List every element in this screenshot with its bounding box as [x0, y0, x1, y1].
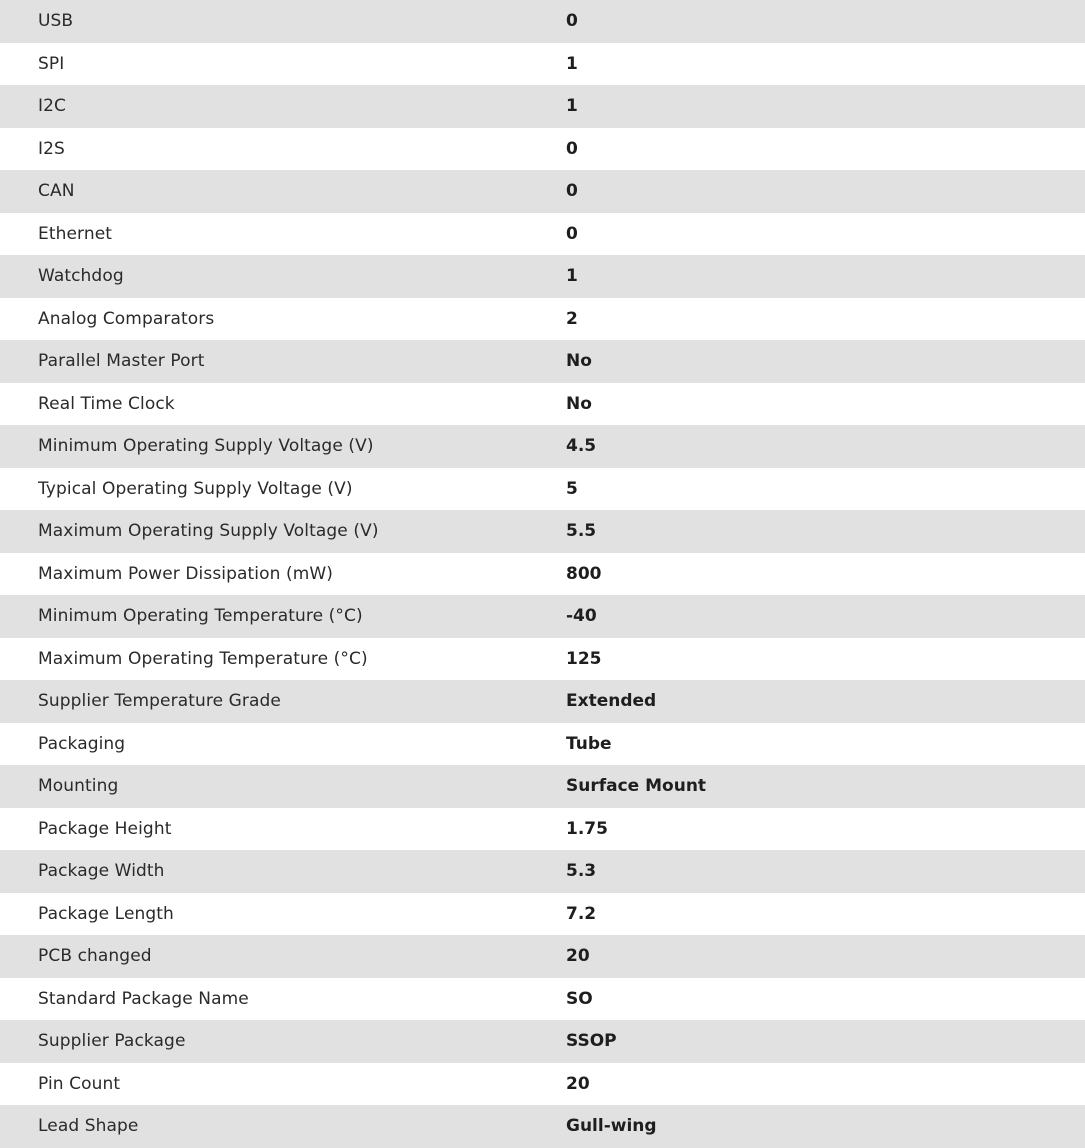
spec-label: SPI: [38, 53, 65, 74]
spec-value: Tube: [566, 733, 612, 754]
spec-label: Watchdog: [38, 266, 124, 287]
spec-label: Minimum Operating Temperature (°C): [38, 606, 363, 627]
table-row: [0, 765, 1085, 808]
table-row: [0, 1105, 1085, 1148]
spec-label: Real Time Clock: [38, 393, 175, 414]
spec-label: Maximum Operating Supply Voltage (V): [38, 521, 379, 542]
spec-label: CAN: [38, 181, 75, 202]
table-row: [0, 723, 1085, 766]
table-row: [0, 808, 1085, 851]
spec-value: 1: [566, 53, 578, 74]
table-row: [0, 255, 1085, 298]
spec-value: 0: [566, 181, 578, 202]
spec-label: Package Width: [38, 861, 165, 882]
spec-value: 0: [566, 138, 578, 159]
table-row: [0, 510, 1085, 553]
table-row: [0, 893, 1085, 936]
spec-label: Standard Package Name: [38, 988, 249, 1009]
spec-label: Supplier Temperature Grade: [38, 691, 281, 712]
spec-label: Package Height: [38, 818, 172, 839]
spec-value: 20: [566, 1073, 590, 1094]
table-row: [0, 1020, 1085, 1063]
spec-value: 2: [566, 308, 578, 329]
spec-label: Lead Shape: [38, 1116, 139, 1137]
spec-label: Analog Comparators: [38, 308, 215, 329]
table-row: [0, 935, 1085, 978]
table-row: [0, 298, 1085, 341]
spec-label: Maximum Operating Temperature (°C): [38, 648, 368, 669]
table-row: [0, 468, 1085, 511]
spec-value: SO: [566, 988, 593, 1009]
spec-label: I2C: [38, 96, 66, 117]
table-row: [0, 170, 1085, 213]
spec-value: 7.2: [566, 903, 597, 924]
spec-value: Extended: [566, 691, 657, 712]
spec-value: No: [566, 393, 592, 414]
table-row: [0, 553, 1085, 596]
spec-value: 125: [566, 648, 602, 669]
spec-label: Maximum Power Dissipation (mW): [38, 563, 334, 584]
spec-label: Parallel Master Port: [38, 351, 205, 372]
table-row: [0, 128, 1085, 171]
spec-value: -40: [566, 606, 597, 627]
table-row: [0, 43, 1085, 86]
spec-label: Minimum Operating Supply Voltage (V): [38, 436, 374, 457]
spec-value: 1: [566, 96, 578, 117]
spec-value: 0: [566, 11, 578, 32]
table-row: [0, 383, 1085, 426]
table-row: [0, 85, 1085, 128]
spec-label: Mounting: [38, 776, 119, 797]
spec-value: 0: [566, 223, 578, 244]
table-row: [0, 680, 1085, 723]
spec-value: 5.5: [566, 521, 597, 542]
spec-value: 5.3: [566, 861, 597, 882]
spec-label: Ethernet: [38, 223, 113, 244]
spec-value: 1.75: [566, 818, 608, 839]
spec-label: Package Length: [38, 903, 174, 924]
table-row: [0, 0, 1085, 43]
spec-label: Typical Operating Supply Voltage (V): [38, 478, 353, 499]
spec-value: No: [566, 351, 592, 372]
spec-value: 800: [566, 563, 602, 584]
table-row: [0, 850, 1085, 893]
table-row: [0, 1063, 1085, 1106]
spec-label: I2S: [38, 138, 65, 159]
spec-value: 1: [566, 266, 578, 287]
spec-label: Packaging: [38, 733, 126, 754]
spec-label: USB: [38, 11, 74, 32]
spec-label: PCB changed: [38, 946, 152, 967]
spec-value: Gull-wing: [566, 1116, 657, 1137]
spec-value: SSOP: [566, 1031, 617, 1052]
spec-value: Surface Mount: [566, 776, 707, 797]
table-row: [0, 213, 1085, 256]
spec-value: 5: [566, 478, 578, 499]
spec-label: Supplier Package: [38, 1031, 186, 1052]
table-row: [0, 978, 1085, 1021]
table-row: [0, 340, 1085, 383]
spec-label: Pin Count: [38, 1073, 121, 1094]
spec-value: 20: [566, 946, 590, 967]
table-row: [0, 595, 1085, 638]
table-row: [0, 638, 1085, 681]
spec-value: 4.5: [566, 436, 597, 457]
table-row: [0, 425, 1085, 468]
